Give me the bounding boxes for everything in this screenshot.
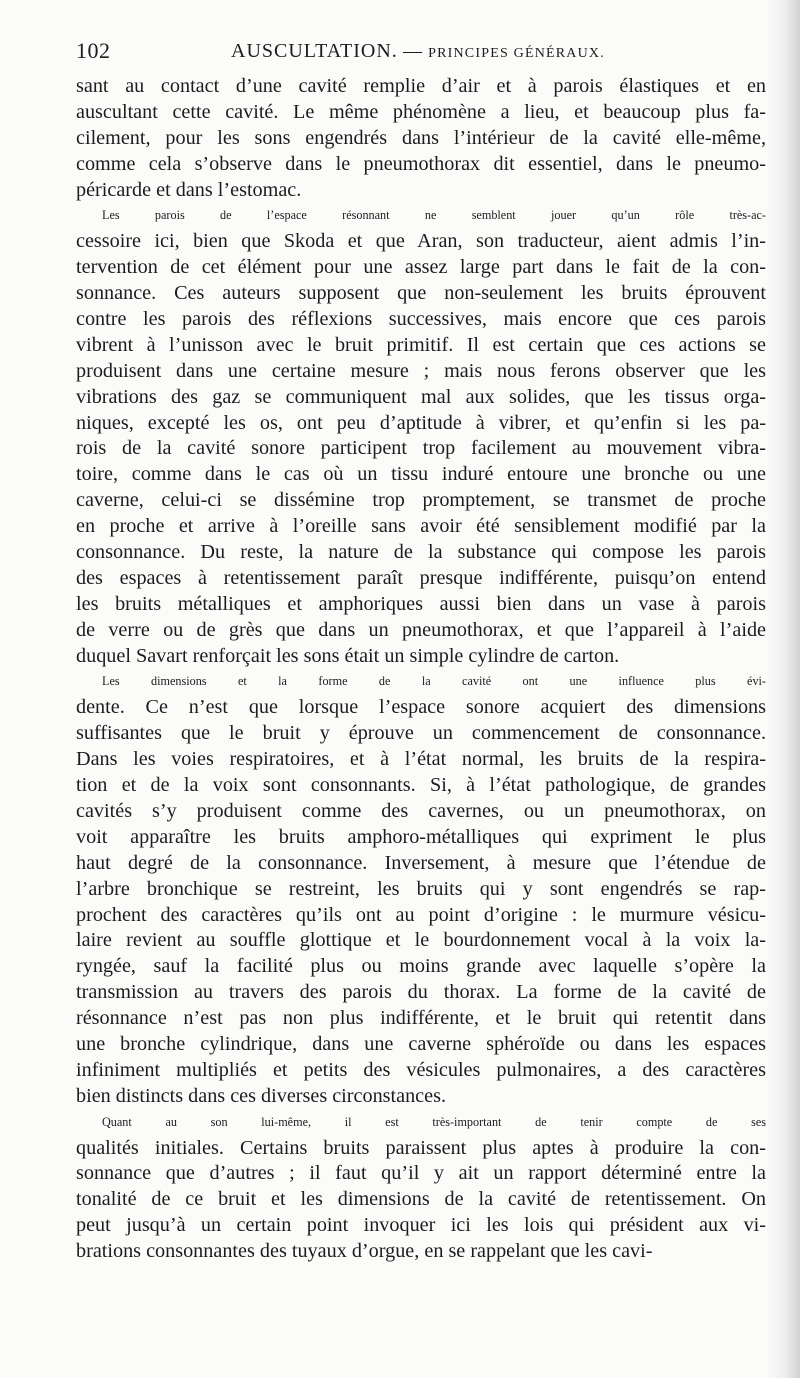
- paragraph: [76, 203, 766, 669]
- text-line: voit apparaître les bruits amphoro-métalliques qui expriment le plus: [76, 825, 766, 848]
- text-line: des espaces à retentissement paraît presque indifférente, puisqu’on entend: [76, 566, 766, 589]
- text-line: rois de la cavité sonore participent trop facilement au mouvement vibra-: [76, 437, 766, 460]
- running-title-main: AUSCULTATION.: [231, 40, 398, 62]
- text-line: peut jusqu’à un certain point invoquer ici les lois qui président aux vi-: [76, 1214, 766, 1237]
- text-line: tervention de cet élément pour une assez large part dans le fait de la con-: [76, 256, 766, 279]
- text-line: comme cela s’observe dans le pneumothorax dit essentiel, dans le pneumo-: [76, 152, 766, 175]
- paragraph: [76, 74, 766, 203]
- text-line: Dans les voies respiratoires, et à l’état normal, les bruits de la respira-: [76, 748, 766, 771]
- text-line: vibrent à l’unisson avec le bruit primitif. Il est certain que ces actions se: [76, 333, 766, 356]
- text-line: dente. Ce n’est que lorsque l’espace sonore acquiert des dimensions: [76, 696, 766, 719]
- running-header: [76, 38, 766, 68]
- running-title: [231, 40, 605, 63]
- text-line: sant au contact d’une cavité remplie d’air et à parois élastiques et en: [76, 75, 766, 97]
- text-line: vibrations des gaz se communiquent mal aux solides, que les tissus orga-: [76, 385, 766, 408]
- text-line: sonnance que d’autres ; il faut qu’il y ait un rapport déterminé entre la: [76, 1162, 766, 1185]
- text-line: de verre ou de grès que dans un pneumothorax, et que l’appareil à l’aide: [76, 618, 766, 641]
- text-line: qualités initiales. Certains bruits paraissent plus aptes à produire la con-: [76, 1136, 766, 1159]
- text-line: auscultant cette cavité. Le même phénomène a lieu, et beaucoup plus fa-: [76, 100, 766, 123]
- text-line: consonnance. Du reste, la nature de la substance qui compose les parois: [76, 541, 766, 564]
- text-line: laire revient au souffle glottique et le bourdonnement vocal à la voix la-: [76, 929, 766, 952]
- text-line: Quant au son lui-même, il est très-important de tenir compte de ses: [102, 1114, 766, 1129]
- text-line: cessoire ici, bien que Skoda et que Aran, son traducteur, aient admis l’in-: [76, 230, 766, 253]
- text-line: produisent dans une certaine mesure ; mais nous ferons observer que les: [76, 359, 766, 382]
- text-line: duquel Savart renforçait les sons était un simple cylindre de carton.: [76, 644, 620, 667]
- text-line: caverne, celui-ci se dissémine trop promptement, se transmet de proche: [76, 489, 766, 512]
- text-line: haut degré de la consonnance. Inversement, à mesure que l’étendue de: [76, 851, 766, 874]
- running-title-sub: PRINCIPES GÉNÉRAUX.: [428, 46, 605, 61]
- text-line: tonalité de ce bruit et les dimensions de la cavité de retentissement. On: [76, 1188, 766, 1211]
- text-line: les bruits métalliques et amphoriques aussi bien dans un vase à parois: [76, 592, 766, 615]
- running-title-dash: —: [403, 41, 423, 62]
- paragraph: [76, 1110, 766, 1265]
- text-line: transmission au travers des parois du thorax. La forme de la cavité de: [76, 981, 766, 1004]
- text-line: toire, comme dans le cas où un tissu induré entoure une bronche ou une: [76, 463, 766, 486]
- paragraph: [76, 669, 766, 1109]
- page-number: 102: [76, 38, 111, 63]
- text-line: l’arbre bronchique se restreint, les bruits qui y sont engendrés se rap-: [76, 877, 766, 900]
- text-line: en proche et arrive à l’oreille sans avoir été sensiblement modifié par la: [76, 515, 766, 538]
- text-line: brations consonnantes des tuyaux d’orgue, en se rappelant que les cavi-: [76, 1240, 653, 1263]
- text-line: infiniment multipliés et petits des vésicules pulmonaires, a des caractères: [76, 1058, 766, 1081]
- text-line: prochent des caractères qu’ils ont au point d’origine : le murmure vésicu-: [76, 903, 766, 926]
- text-line: niques, excepté les os, ont peu d’aptitude à vibrer, et qu’enfin si les pa-: [76, 411, 766, 434]
- text-line: tion et de la voix sont consonnants. Si, à l’état pathologique, de grandes: [76, 774, 766, 797]
- text-line: Les dimensions et la forme de la cavité ont une influence plus évi-: [102, 674, 766, 689]
- text-line: cavités s’y produisent comme des cavernes, ou un pneumothorax, on: [76, 799, 766, 822]
- text-line: résonnance n’est pas non plus indifférente, et le bruit qui retentit dans: [76, 1007, 766, 1030]
- text-line: cilement, pour les sons engendrés dans l’intérieur de la cavité elle-même,: [76, 126, 766, 149]
- text-line: ryngée, sauf la facilité plus ou moins grande avec laquelle s’opère la: [76, 955, 766, 978]
- text-line: Les parois de l’espace résonnant ne semblent jouer qu’un rôle très-ac-: [102, 208, 766, 223]
- text-line: contre les parois des réflexions successives, mais encore que ces parois: [76, 308, 766, 331]
- text-line: péricarde et dans l’estomac.: [76, 178, 302, 201]
- body-text: [76, 74, 766, 1265]
- text-line: bien distincts dans ces diverses circonstances.: [76, 1084, 446, 1107]
- text-line: suffisantes que le bruit y éprouve un commencement de consonnance.: [76, 722, 766, 745]
- text-line: sonnance. Ces auteurs supposent que non-seulement les bruits éprouvent: [76, 282, 766, 305]
- text-line: une bronche cylindrique, dans une caverne sphéroïde ou dans les espaces: [76, 1032, 766, 1055]
- page-gutter-shadow: [766, 0, 800, 1378]
